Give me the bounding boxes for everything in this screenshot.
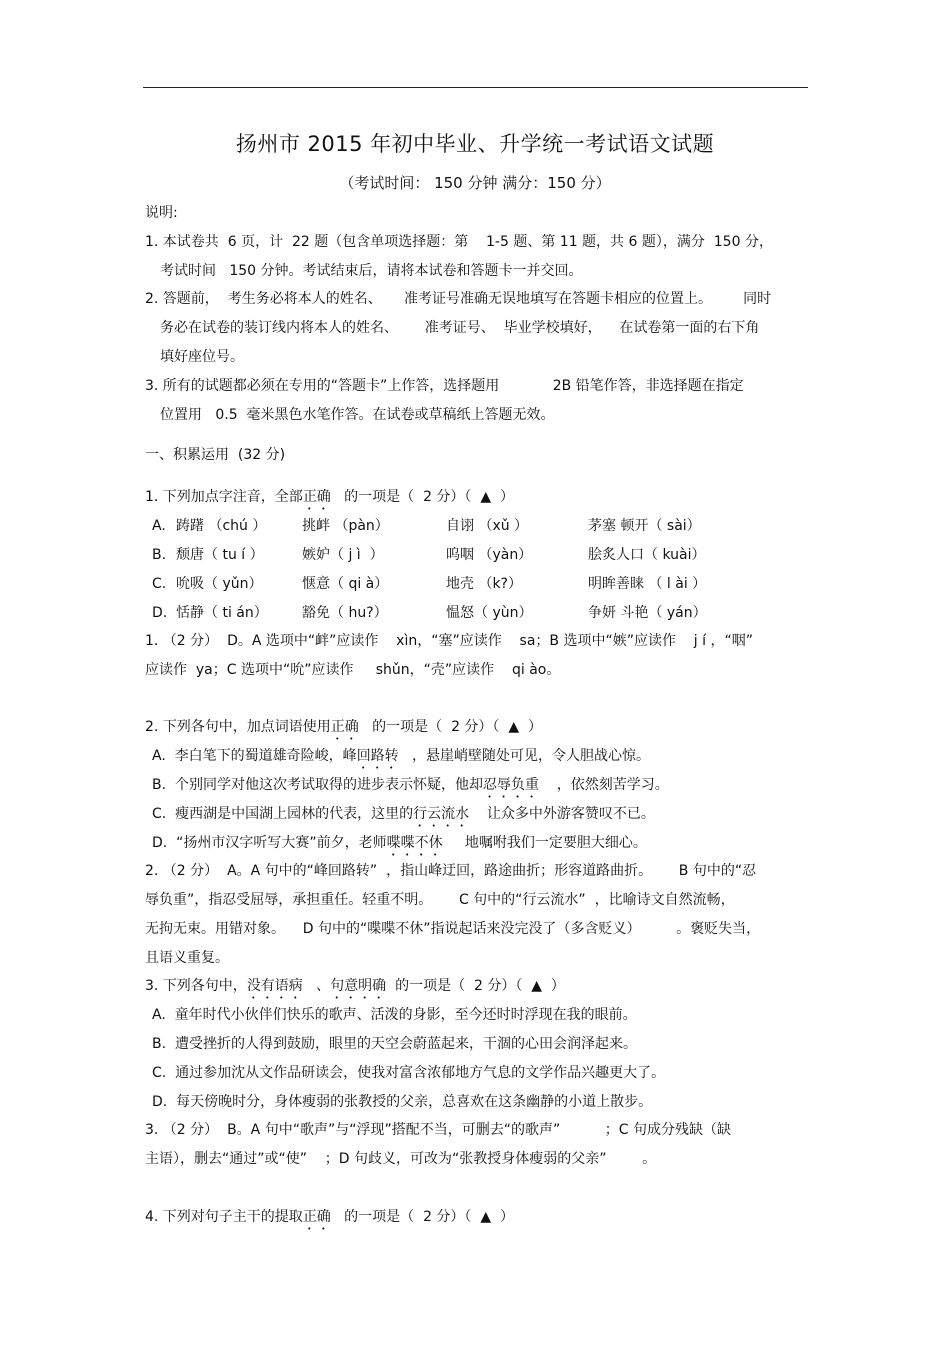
q1-option-b-3: 呜咽 （yàn） xyxy=(446,547,533,563)
q2-option-a-term: 回路转 xyxy=(356,748,399,764)
q1-option-d-label: D. xyxy=(152,605,168,621)
q1-option-d-1: 恬静（ ti án） xyxy=(176,605,268,621)
q1-option-a-3: 自诩 （xǔ ） xyxy=(446,518,529,534)
note-2-line-2: 务必在试卷的装订线内将本人的姓名、 准考证号、 毕业学校填好， 在试卷第一面的右下角 xyxy=(160,320,760,336)
section-heading: 一、积累运用 (32 分) xyxy=(145,447,286,463)
note-1-line-2: 考试时间 150 分钟。考试结束后，请将本试卷和答题卡一并交回。 xyxy=(160,263,583,279)
q1-option-c-label: C. xyxy=(152,576,167,592)
q2-option-b-text: B. 个别同学对他这次考试取得的进步表示怀疑，他却 xyxy=(152,777,483,793)
q1-option-d-3: 愠怒（ yùn） xyxy=(446,605,533,621)
q2-stem-c: 的一项是（ 2 分）（ ▲ ） xyxy=(358,719,542,735)
exam-info: （考试时间： 150 分钟 满分：150 分） xyxy=(339,174,611,192)
q2-stem-emphasis: 正确 xyxy=(330,719,359,735)
q1-option-c-3: 地壳 （k?） xyxy=(446,576,522,592)
q1-option-b-label: B. xyxy=(152,547,167,563)
q3-stem-e: 的一项是（ 2 分）（ ▲ ） xyxy=(386,978,565,994)
q2-answer-line-4: 且语义重复。 xyxy=(145,950,229,966)
q3-answer-line-2: 主语），删去“通过”或“使” ；D 句歧义，可改为“张教授身体瘦弱的父亲” 。 xyxy=(145,1151,657,1167)
q2-stem xyxy=(145,718,542,743)
q2-option-d-rest: 地嘱咐我们一定要胆大细心。 xyxy=(442,835,647,851)
q2-option-b-term: 忍辱负重 xyxy=(482,777,539,793)
q1-stem-emphasis: 正确 xyxy=(302,489,331,505)
q1-option-c-4: 明眸善睐 （ l ài ） xyxy=(588,576,707,592)
q2-option-c-term: 行云流水 xyxy=(413,806,470,822)
q2-answer-line-3: 无拘无束。用错对象。 D 句中的“喋喋不休”指说起话来没完没了（多含贬义） 。褒贬失当， xyxy=(145,921,761,937)
notes-heading: 说明: xyxy=(145,205,178,221)
q4-stem xyxy=(145,1208,514,1233)
q3-stem-c: 、 xyxy=(302,978,331,994)
q2-option-a xyxy=(152,747,650,772)
note-1-line-1: 1. 本试卷共 6 页，计 22 题（包含单项选择题：第 1-5 题、第 11 题，共 6 题），满分 150 分， xyxy=(145,234,773,250)
q2-answer-line-1: 2. （2 分） A。A 句中的“峰回路转” ，指山峰迂回，路途曲折；形容道路曲折。 B 句中的“忍 xyxy=(145,863,757,879)
header-rule xyxy=(143,87,808,88)
q3-option-c: C. 通过参加沈从文作品研读会，使我对富含浓郁地方气息的文学作品兴趣更大了。 xyxy=(152,1065,666,1081)
q4-stem-emphasis: 正确 xyxy=(302,1209,331,1225)
q4-stem-a: 4. 下列对句子主干的提取 xyxy=(145,1209,303,1225)
q3-option-b: B. 遭受挫折的人得到鼓励，眼里的天空会蔚蓝起来，干涸的心田会润泽起来。 xyxy=(152,1036,637,1052)
note-3-line-2: 位置用 0.5 毫米黑色水笔作答。在试卷或草稿纸上答题无效。 xyxy=(160,407,555,423)
q2-option-d-text: D. “扬州市汉字听写大赛”前夕，老师 xyxy=(152,835,387,851)
q2-option-b xyxy=(152,776,669,801)
q3-stem-emphasis-1: 没有语病 xyxy=(246,978,303,994)
q1-option-d-2: 豁免（ hu?） xyxy=(302,605,388,621)
q1-option-a-1: 踌躇 （chú ） xyxy=(176,518,267,534)
q1-option-a-4: 茅塞 顿开（ sài） xyxy=(588,518,701,534)
page-title: 扬州市 2015 年初中毕业、升学统一考试语文试题 xyxy=(235,132,715,156)
note-2-line-3: 填好座位号。 xyxy=(160,349,244,365)
q1-stem xyxy=(145,488,514,513)
q3-option-a: A. 童年时代小伙伴们快乐的歌声、活泼的身影，至今还时时浮现在我的眼前。 xyxy=(152,1007,637,1023)
q1-option-d-4: 争妍 斗艳（ yán） xyxy=(588,605,707,621)
q1-stem-a: 1. 下列加点字注音，全部 xyxy=(145,489,303,505)
q2-option-c-text: C. 瘦西湖是中国湖上园林的代表，这里的 xyxy=(152,806,414,822)
q1-option-b-1: 颓唐（ tu í ） xyxy=(176,547,264,563)
q3-stem xyxy=(145,977,565,1002)
q2-option-a-rest: ，悬崖峭壁随处可见，令人胆战心惊。 xyxy=(398,748,651,764)
q2-option-c-rest: 让众多中外游客赞叹不已。 xyxy=(469,806,655,822)
q2-option-b-rest: ，依然刻苦学习。 xyxy=(538,777,669,793)
q2-answer-line-2: 辱负重”，指忍受屈辱，承担重任。轻重不明。 C 句中的“行云流水” ，比喻诗文自然流畅， xyxy=(145,892,735,908)
q4-stem-c: 的一项是（ 2 分）（ ▲ ） xyxy=(330,1209,514,1225)
q2-option-d xyxy=(152,834,647,859)
q3-stem-a: 3. 下列各句中， xyxy=(145,978,247,994)
q2-option-d-term: 喋喋不休 xyxy=(386,835,443,851)
q3-stem-emphasis-2: 句意明确 xyxy=(330,978,387,994)
q1-option-a-label: A. xyxy=(152,518,166,534)
q1-option-c-1: 吮吸（ yǔn） xyxy=(176,576,263,592)
note-2-line-1: 2. 答题前， 考生务必将本人的姓名、 准考证号准确无误地填写在答题卡相应的位置上。 同时 xyxy=(145,291,772,307)
q2-option-c xyxy=(152,805,655,830)
q1-option-a-2: 挑衅 （pàn） xyxy=(302,518,389,534)
note-3-line-1: 3. 所有的试题都必须在专用的“答题卡”上作答，选择题用 2B 铅笔作答，非选择题在指定 xyxy=(145,378,744,394)
q1-answer-line-2: 应读作 ya；C 选项中“吮”应读作 shǔn，“壳”应读作 qi ào。 xyxy=(145,662,561,678)
q1-option-b-4: 脍炙人口（ kuài） xyxy=(588,547,706,563)
q3-answer-line-1: 3. （2 分） B。A 句中“歌声”与“浮现”搭配不当，可删去“的歌声” ；C 句成分残缺（缺 xyxy=(145,1122,731,1138)
q1-option-b-2: 嫉妒（ j ì ） xyxy=(302,547,384,563)
q1-option-c-2: 惬意（ qi à） xyxy=(302,576,389,592)
q2-option-a-text: A. 李白笔下的蜀道雄奇险峻，峰 xyxy=(152,748,357,764)
q3-option-d: D. 每天傍晚时分，身体瘦弱的张教授的父亲，总喜欢在这条幽静的小道上散步。 xyxy=(152,1094,653,1110)
q2-stem-a: 2. 下列各句中，加点词语使用 xyxy=(145,719,331,735)
q1-answer-line-1: 1. （2 分） D。A 选项中“衅”应读作 xìn，“塞”应读作 sa；B 选项中“嫉”应读作 j í ，“咽” xyxy=(145,633,753,649)
q1-stem-c: 的一项是（ 2 分）（ ▲ ） xyxy=(330,489,514,505)
